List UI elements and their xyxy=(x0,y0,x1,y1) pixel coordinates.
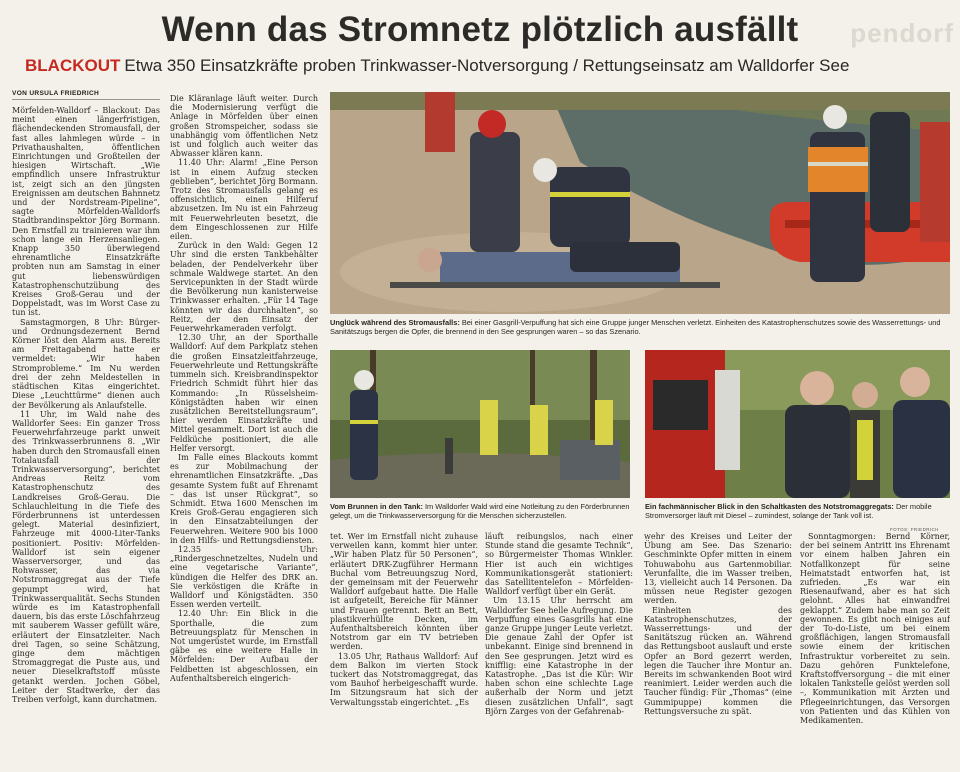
caption-right-photo xyxy=(645,502,950,530)
paragraph: 12.30 Uhr, an der Sporthalle Walldorf: Auf dem Parkplatz stehen die großen Einsatzleitfahrzeuge, Feuerwehrleute und Rettungskräfte tummeln sich. Kreisbrandinspektor Friedrich Schmidt führt hier das Kommando: „In Rüsselsheim-Königstädten haben wir einen zusätzlichen Bereitstellungsraum“, hier werden Einsatzkräfte und Mittel gesammelt. Dort ist auch die Feldküche positioniert, die alle Helfer versorgt. xyxy=(170,333,318,453)
paragraph: 12.40 Uhr: Ein Blick in die Sporthalle, die zum Betreuungsplatz für Menschen in Not umgerüstet wurde, im Ernstfall gäbe es eine weitere Halle in Mörfelden: Der Aufbau der Feldbetten ist abgeschlossen, ein Aufenthaltsbereich eingerich- xyxy=(170,609,318,683)
bleed-through-text: pendorf xyxy=(850,18,954,48)
paragraph: 11.40 Uhr: Alarm! „Eine Person ist in einem Aufzug stecken geblieben“, berichtet Jörg Bormann. Trotz des Stromausfalls gelang es offensichtlich, einen Hilferuf abzusetzen. Im Nu ist ein Fahrzeug mit Feuerwehrleuten besetzt, die dem Eingeschlossenen zur Hilfe eilen. xyxy=(170,158,318,242)
text-column-1 xyxy=(12,106,160,762)
kicker-label: BLACKOUT xyxy=(25,56,121,75)
paragraph: Mörfelden-Walldorf – Blackout: Das meint einen längerfristigen, flächendeckenden Stromausfall, der fast alles lahmlegen würde – in Privathaushalten, öffentlichen Einrichtungen und Großteilen der hiesigen Wirtschaft. „Wie empfindlich unsere Infrastruktur ist, zeigt sich an den jüngsten Ereignissen am deutschen Bahnnetz und der Nordstream-Pipeline“, sagte Mörfelden-Walldorfs Stadtbrandinspektor Jörg Bormann. Den Ernstfall zu trainieren war ihm schon lange ein Herzensanliegen. Knapp 350 überwiegend ehrenamtliche Einsatzkräfte probten nun am Samstag in einer gut liebenswürdigen Katastrophenschutzübung des Kreises Groß-Gerau und der Doppelstadt, was im Worst Case zu tun ist. xyxy=(12,106,160,318)
caption-main-photo xyxy=(330,318,950,346)
text-column-5 xyxy=(644,532,792,764)
text-column-3 xyxy=(330,532,478,764)
paragraph: tet. Wer im Ernstfall nicht zuhause verweilen kann, kommt hier unter. „Wir haben Platz für 50 Personen“, erläutert DRK-Zugführer Hermann Buchal vom Betreuungszug Nord, der gemeinsam mit der Feuerwehr Walldorf aufgebaut hatte. Die Halle ist aufgeteilt, Bereiche für Männer und Frauen getrennt. Bett an Bett, plastikverhüllte Decken, im Aufenthaltsbereich könnten über Notstrom gar ein TV betrieben werden. xyxy=(330,532,478,652)
photo-generator xyxy=(645,350,950,498)
subheadline xyxy=(25,56,945,76)
paragraph: Einheiten des Katastrophenschutzes, der Wasserrettungs- und der Sanitätszug rücken an. Während das Rettungsboot auslauft und erste Opfer an Bord gezerrt werden, legen die Taucher ihre Montur an. Bereits im schwankenden Boot wird reanimiert. Leider werden auch die Taucher fündig: Für „Thomas“ (eine Gummipuppe) kommen die Rettungsversuche zu spät. xyxy=(644,605,792,716)
caption-text: Im Walldorfer Wald wird eine Notleitung zu den Förderbrunnen gelegt, um die Trinkwasserversorgung für die Menschen sicherzustellen. xyxy=(330,502,630,520)
caption-lead: Vom Brunnen in den Tank: xyxy=(330,502,423,511)
headline: Wenn das Stromnetz plötzlich ausfällt xyxy=(161,10,799,49)
paragraph: Im Falle eines Blackouts kommt es zur Mobilmachung der ehrenamtlichen Einsatzkräfte. „Das gesamte System fußt auf Ehrenamt – das ist unser Rückgrat“, so Schmidt. Etwa 1600 Menschen im Kreis Groß-Gerau engagieren sich in den Einsatzabteilungen der Feuerwehren. Weitere 900 bis 1000 in den Hilfs- und Rettungsdiensten. xyxy=(170,452,318,545)
paragraph: Die Kläranlage läuft weiter. Durch die Modernisierung verfügt die Anlage in Mörfelden über einen großen Stromspeicher, sodass sie unabhängig vom öffentlichen Netz ist und folglich auch weiter das Abwasser klären kann. xyxy=(170,94,318,159)
paragraph: 13.05 Uhr, Rathaus Walldorf: Auf dem Balkon im vierten Stock tuckert das Notstromaggregat, das vom Bauhof herbeigeschafft wurde. Im Sitzungsraum hat sich der Verwaltungsstab eingerichtet. „Es xyxy=(330,651,478,707)
caption-left-photo xyxy=(330,502,630,530)
text-column-2 xyxy=(170,94,318,762)
paragraph: Um 13.15 Uhr herrscht am Walldorfer See helle Aufregung. Die Verpuffung eines Gasgrills hat eine ganze Gruppe junger Leute verletzt. Die genaue Zahl der Opfer ist unbekannt. Einige sind brennend in den See gesprungen. Jetzt wird es knifflig: eine Katastrophe in der Katastrophe. „Das ist die Kür: Wir haben schon eine schlechte Lage außerhalb der Norm und jetzt diesen zusätzlichen Unfall“, sagt Björn Zarges von der Gefahrenab- xyxy=(485,596,633,716)
paragraph: Zurück in den Wald: Gegen 12 Uhr sind die ersten Tankbehälter beladen, der Pendelverkehr über schmale Waldwege startet. An den Servicepunkten in der Stadt würde die Bevölkerung nun kanisterweise Trinkwasser erhalten. „Für 14 Tage könnten wir das durchhalten“, so Reitz, der den Einsatz der Feuerwehrkameraden verfolgt. xyxy=(170,241,318,334)
paragraph: Sonntagmorgen: Bernd Körner, der bei seinem Antritt ins Ehrenamt vor einem halben Jahren ein Notfallkonzept für seine Heimatstadt entworfen hat, ist zufrieden. „Es war ein Riesenaufwand, aber es hat sich gelohnt. Alles hat einwandfrei geklappt.“ Zudem habe man so Zeit gewonnen. Es gibt noch einiges auf der To-do-Liste, um bei einem großflächigen, langen Stromausfall sowie einem der kritischen Infrastruktur vorbereitet zu sein. Dazu gehören Funktelefone, Kraftstoffversorgung – die mit einer lokalen Tankstelle gelöst werden soll –, Kommunikation mit Ärzten und Pflegeeinrichtungen, das Versorgen von Patienten und das Kühlen von Medikamenten. xyxy=(800,532,950,726)
caption-text: Bei einer Gasgrill-Verpuffung hat sich eine Gruppe junger Menschen verletzt. Einheiten des Katastrophenschutzes sowie des Wasserrettungs- und Sanitätszugs bergen die Opfer, die brennend in den See gesprungen waren – so das Szenario. xyxy=(330,318,941,336)
paragraph: läuft reibungslos, nach einer Stunde stand die gesamte Technik“, so Bürgermeister Thomas Winkler. Hier ist auch ein wichtiges Kommunikationsgerät stationiert: das Satellitentelefon – Mörfelden-Walldorf verfügt über ein Gerät. xyxy=(485,532,633,597)
subheadline-text: Etwa 350 Einsatzkräfte proben Trinkwasser-Notversorgung / Rettungseinsatz am Walldorfer See xyxy=(124,56,850,75)
paragraph: Samstagmorgen, 8 Uhr: Bürger- und Ordnungsdezernent Bernd Körner löst den Alarm aus. Bereits am Freitagabend hatte er vermeldet: „Wir haben Stromprobleme.“ Im Nu werden drei der zehn Meldestellen in städtischen Kitas eingerichtet. Diese „Leuchttürme“ dienen auch der Bevölkerung als Anlaufstelle. xyxy=(12,317,160,410)
caption-lead: Unglück während des Stromausfalls: xyxy=(330,318,460,327)
caption-lead: Ein fachmännischer Blick in den Schaltkasten des Notstromaggregats: xyxy=(645,502,894,511)
photo-credit: FOTOS: FRIEDRICH xyxy=(890,527,939,532)
text-column-6 xyxy=(800,532,950,764)
caption-text: Der mobile Stromversorger läuft mit Diesel – zumindest, solange der Tank voll ist. xyxy=(645,502,932,520)
paragraph: wehr des Kreises und Leiter der Übung am See. Das Szenario: Geschminkte Opfer mitten in einem Tohuwabohu aus Gartenmobiliar. Verunfallte, die im Wasser treiben, 13, vielleicht auch 14 Personen. Da müssen neue Register gezogen werden. xyxy=(644,532,792,606)
text-column-4 xyxy=(485,532,633,764)
paragraph: 12.35 Uhr: „Rindergeschnetzeltes, Nudeln und eine vegetarische Variante“, kündigen die Helfer des DRK an. Sie verköstigen die Kräfte in Walldorf und Königstädten. 350 Essen werden verteilt. xyxy=(170,544,318,610)
paragraph: 11 Uhr, im Wald nahe des Walldorfer Sees: Ein ganzer Tross Feuerwehrfahrzeuge parkt unweit des Trinkwasserbrunnens 8. „Wir haben durch den Stromausfall einen Totalausfall der Trinkwasserversorgung“, berichtet Andreas Reitz vom Katastrophenschutz des Landkreises Groß-Gerau. Die Schlauchleitung in die Tiefe des Förderbrunnens ist unterdessen gelegt. Material desinfiziert, Fahrzeuge mit 4000-Liter-Tanks positioniert. Positiv: Mörfelden-Walldorf ist sein eigener Wasserversorger, und das Rohwasser, das via Notstromaggregat aus der Tiefe gepumpt wird, hat Trinkwasserqualität. Sechs Stunden würde es im Katastrophenfall dauern, bis das erste Löschfahrzeug mit sauberem Wasser gefüllt wäre, erläutert der Einsatzleiter. Nach drei Tagen, so seine Schätzung, ginge dem mächtigen Stromaggregat die Puste aus, und neuer Dieselkraftstoff müsste getankt werden. Jochen Göbel, Leiter der Stadtwerke, der das Treiben verfolgt, kann durchatmen. xyxy=(12,409,160,704)
author-byline: VON URSULA FRIEDRICH xyxy=(12,90,160,100)
photo-lake-rescue xyxy=(330,92,950,314)
photo-forest-well xyxy=(330,350,630,498)
